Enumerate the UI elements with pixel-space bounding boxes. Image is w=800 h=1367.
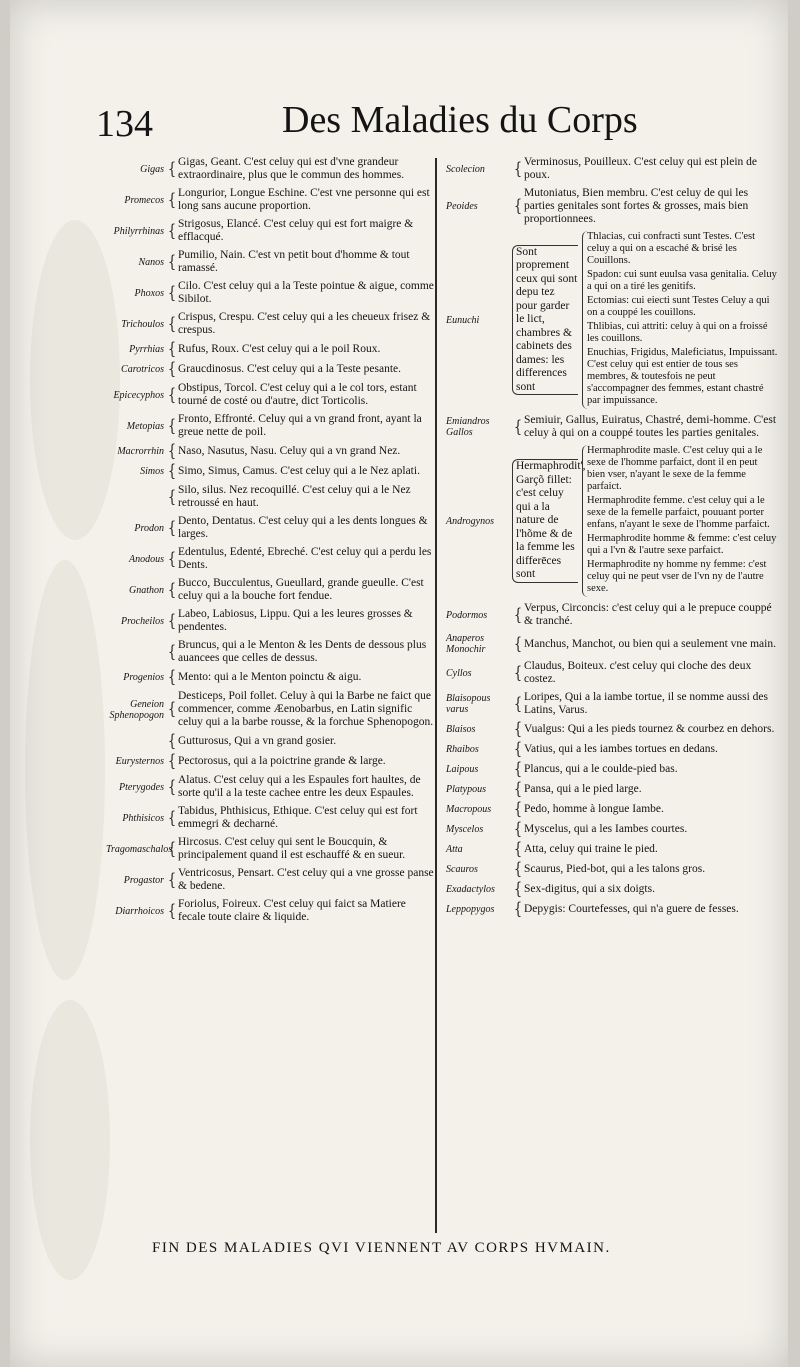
entry-definition: Mento: qui a le Menton poinctu & aigu. <box>178 671 362 683</box>
brace-glyph: { <box>167 901 177 921</box>
entry-row <box>446 156 778 182</box>
brace-glyph: { <box>167 339 177 360</box>
brace-glyph: { <box>167 461 177 482</box>
brace-glyph: { <box>513 417 523 437</box>
brace-glyph: { <box>167 441 177 462</box>
entry-row <box>446 819 778 840</box>
sub-item: Spadon: cui sunt euulsa vasa genitalia. Celuy a qui on a tiré les genitifs. <box>587 269 777 292</box>
entry-row <box>106 546 436 572</box>
entry-term: Rhaibos <box>446 744 479 755</box>
entry-term: Cyllos <box>446 667 472 679</box>
entry-definition: Pansa, qui a le pied large. <box>524 783 642 795</box>
entry-term: Gigas <box>140 163 164 175</box>
brace-glyph: { <box>167 731 177 752</box>
entry-row <box>106 639 436 665</box>
entry-row <box>106 461 436 482</box>
sub-item: Hermaphrodite masle. C'est celuy qui a le sexe de l'homme parfaict, dont il en peut bien vser, n'ayant le sexe de la femme parfaict. <box>587 445 763 492</box>
entry-definition: Myscelus, qui a les Iambes courtes. <box>524 823 688 835</box>
brace-glyph: { <box>167 549 177 569</box>
entry-definition: Obstipus, Torcol. C'est celuy qui a le col tors, estant tourné de costé ou d'autre, dict Torticolis. <box>178 382 417 407</box>
brace-glyph: { <box>167 870 177 890</box>
entry-row <box>446 739 778 760</box>
entry-term: Scauros <box>446 864 478 875</box>
page-stain <box>25 560 105 980</box>
entry-term: Androgynos <box>446 515 494 527</box>
brace-glyph: { <box>513 159 523 179</box>
entry-definition: Foriolus, Foireux. C'est celuy qui faict sa Matiere fecale toute claire & liquide. <box>178 898 406 923</box>
brace-glyph: { <box>513 799 523 820</box>
brace-glyph: { <box>167 487 177 507</box>
sub-item: Hermaphrodite homme & femme: c'est celuy qui a l'vn & l'autre sexe parfaict. <box>587 533 777 556</box>
brace-glyph: { <box>513 819 523 840</box>
brace-glyph: { <box>513 605 523 625</box>
entry-row <box>446 839 778 860</box>
left-column <box>106 156 436 929</box>
entry-term: Geneion Sphenopogon <box>109 698 164 721</box>
entry-row <box>106 751 436 772</box>
brace-glyph: { <box>167 611 177 631</box>
entry-definition: Loripes, Qui a la iambe tortue, il se nomme aussi des Latins, Varus. <box>524 691 768 716</box>
eunuchi-entry <box>446 231 778 409</box>
entry-definition: Silo, silus. Nez recoquillé. C'est celuy qui a le Nez retroussé en haut. <box>178 484 411 509</box>
entry-term: Eurysternos <box>115 756 164 767</box>
brace-glyph: { <box>167 359 177 380</box>
entry-row <box>106 608 436 634</box>
entry-row <box>106 515 436 541</box>
entry-term: Phoxos <box>134 287 164 299</box>
entry-row <box>106 441 436 462</box>
brace-glyph: { <box>167 221 177 241</box>
entry-term: Progenios <box>123 672 164 683</box>
entry-row <box>446 719 778 740</box>
entry-row <box>446 879 778 900</box>
entry-definition: Edentulus, Edenté, Ebreché. C'est celuy qui a perdu les Dents. <box>178 546 432 571</box>
entry-term: Leppopygos <box>446 904 495 915</box>
entry-term: Procheilos <box>121 615 164 627</box>
brace-glyph: { <box>167 580 177 600</box>
brace-glyph: { <box>513 839 523 860</box>
sub-item: Thlibias, cui attriti: celuy à qui on a froissé les couillons. <box>587 321 768 344</box>
entry-term: Emiandros Gallos <box>446 416 490 438</box>
entry-term: Anaperos Monochir <box>446 633 486 655</box>
entry-row <box>446 899 778 920</box>
brace-glyph: { <box>167 751 177 772</box>
page-stain <box>30 1000 110 1280</box>
entry-row <box>106 187 436 213</box>
entry-row <box>106 311 436 337</box>
entry-definition: Semiuir, Gallus, Euiratus, Chastré, demi-homme. C'est celuy à qui on a couppé toutes les parties genitales. <box>524 414 777 439</box>
entry-definition: Naso, Nasutus, Nasu. Celuy qui a vn grand Nez. <box>178 445 401 457</box>
brace-glyph: { <box>167 314 177 334</box>
entry-row <box>106 249 436 275</box>
entry-definition: Gutturosus, Qui a vn grand gosier. <box>178 735 337 747</box>
brace-glyph: { <box>167 699 177 720</box>
entry-term: Blaisos <box>446 724 476 735</box>
brace-glyph: { <box>513 759 523 780</box>
entry-definition: Vualgus: Qui a les pieds tournez & courbez en dehors. <box>524 723 775 735</box>
right-column-mid <box>446 414 778 440</box>
entry-definition: Manchus, Manchot, ou bien qui a seulement vne main. <box>524 637 776 650</box>
androgynos-items <box>582 445 778 597</box>
entry-term: Blaisopous varus <box>446 693 491 715</box>
entry-row <box>446 414 778 440</box>
entry-definition: Cilo. C'est celuy qui a la Teste pointue & aigue, comme Sibilot. <box>178 280 434 305</box>
brace-glyph: { <box>167 159 177 179</box>
right-column-top <box>446 156 778 226</box>
closing-line: FIN DES MALADIES QVI VIENNENT AV CORPS HVMAIN. <box>152 1240 611 1256</box>
entry-definition: Desticeps, Poil follet. Celuy à qui la Barbe ne faict que commencer, comme Æenobarbus, en Latin signific celuy qui a la barbe rousse, & la forchue Sphenopogon. <box>178 690 434 728</box>
brace-glyph: { <box>513 694 523 714</box>
entry-term: Eunuchi <box>446 314 480 326</box>
androgynos-label: Hermaphrodit', Garçõ fillet: c'est celuy qui a la nature de l'hõme & de la femme les differēces sont <box>512 459 578 583</box>
entry-row <box>106 359 436 380</box>
sub-item: Thlacias, cui confracti sunt Testes. C'est celuy a qui on a escaché & brisé les Couillons. <box>587 231 756 266</box>
entry-definition: Strigosus, Elancé. C'est celuy qui est fort maigre & efflacqué. <box>178 218 414 243</box>
entry-term: Simos <box>140 466 164 477</box>
entry-row <box>446 759 778 780</box>
entry-definition: Gigas, Geant. C'est celuy qui est d'vne grandeur extraordinaire, plus que le commun des hommes. <box>178 156 405 181</box>
entry-term: Carotricos <box>121 364 164 375</box>
brace-glyph: { <box>167 252 177 272</box>
entry-term: Anodous <box>129 553 164 565</box>
entry-row <box>106 280 436 306</box>
entry-row <box>446 799 778 820</box>
entry-definition: Crispus, Crespu. C'est celuy qui a les cheueux frisez & crespus. <box>178 311 431 336</box>
entry-row <box>106 382 436 408</box>
page-number: 134 <box>96 103 153 145</box>
entry-definition: Dento, Dentatus. C'est celuy qui a les dents longues & larges. <box>178 515 428 540</box>
eunuchi-label: Sont proprement ceux qui sont depu tez pour garder le lict, chambres & cabinets des dames: les differences sont <box>512 245 578 396</box>
book-page <box>10 0 788 1367</box>
brace-glyph: { <box>513 779 523 800</box>
brace-glyph: { <box>167 518 177 538</box>
entry-term: Gnathon <box>129 584 164 596</box>
entry-row <box>446 779 778 800</box>
entry-term: Progastor <box>123 874 164 886</box>
entry-term: Scolecion <box>446 163 485 175</box>
entry-term: Platypous <box>446 784 486 795</box>
entry-definition: Longurior, Longue Eschine. C'est vne personne qui est long sans aucune proportion. <box>178 187 430 212</box>
brace-glyph: { <box>167 839 177 859</box>
brace-glyph: { <box>513 879 523 900</box>
entry-definition: Simo, Simus, Camus. C'est celuy qui a le Nez aplati. <box>178 465 420 477</box>
entry-row <box>106 218 436 244</box>
sub-item: Hermaphrodite femme. c'est celuy qui a le sexe de la femelle parfaict, pouuant porter enfans, n'ayant le sexe de l'homme parfaict. <box>587 495 770 530</box>
brace-glyph: { <box>513 859 523 880</box>
entry-definition: Mutoniatus, Bien membru. C'est celuy de qui les parties genitales sont fortes & grosses, mais bien proportionnees. <box>524 187 749 225</box>
entry-definition: Atta, celuy qui traine le pied. <box>524 843 658 855</box>
entry-definition: Alatus. C'est celuy qui a les Espaules fort haultes, de sorte qu'il a la teste cachee entre les deux Espaules. <box>178 774 421 799</box>
brace-glyph: { <box>167 283 177 303</box>
entry-row <box>106 774 436 800</box>
page-title: Des Maladies du Corps <box>282 99 638 141</box>
entry-definition: Labeo, Labiosus, Lippu. Qui a les leures grosses & pendentes. <box>178 608 413 633</box>
entry-row <box>106 731 436 752</box>
entry-definition: Bruncus, qui a le Menton & les Dents de dessous plus auancees que celles de dessus. <box>178 639 427 664</box>
entry-row <box>106 805 436 831</box>
brace-glyph: { <box>167 808 177 828</box>
sub-item: Enuchias, Frigidus, Maleficiatus, Impuissant. C'est celuy qui est entier de tous ses membres, & toutesfois ne peut s'accompagner des femmes, estant chastré par impuissance. <box>587 347 778 406</box>
brace-glyph: { <box>167 190 177 210</box>
entry-term: Phthisicos <box>122 812 164 824</box>
entry-definition: Sex-digitus, qui a six doigts. <box>524 883 655 895</box>
entry-term: Podormos <box>446 609 488 621</box>
entry-row <box>446 660 778 686</box>
entry-row <box>106 836 436 862</box>
entry-row <box>106 867 436 893</box>
entry-term: Atta <box>446 844 463 855</box>
entry-definition: Bucco, Bucculentus, Gueullard, grande gueulle. C'est celuy qui a la bouche fort fendue. <box>178 577 424 602</box>
entry-term: Trichoulos <box>121 318 164 330</box>
entry-term: Myscelos <box>446 824 484 835</box>
entry-row <box>106 667 436 688</box>
entry-term: Tragomaschalos <box>106 843 173 855</box>
right-column <box>446 156 778 922</box>
entry-term: Philyrrhinas <box>113 225 164 237</box>
entry-term: Prodon <box>134 522 164 534</box>
entry-definition: Claudus, Boiteux. c'est celuy qui cloche des deux costez. <box>524 660 752 685</box>
entry-term: Exadactylos <box>446 884 495 895</box>
entry-row <box>446 187 778 226</box>
entry-term: Peoides <box>446 201 478 212</box>
androgynos-entry <box>446 445 778 597</box>
entry-row <box>446 633 778 655</box>
brace-glyph: { <box>167 385 177 405</box>
brace-glyph: { <box>513 739 523 760</box>
entry-definition: Rufus, Roux. C'est celuy qui a le poil Roux. <box>178 343 381 355</box>
brace-glyph: { <box>513 663 523 683</box>
entry-definition: Pumilio, Nain. C'est vn petit bout d'homme & tout ramassé. <box>178 249 410 274</box>
entry-row <box>106 339 436 360</box>
entry-definition: Depygis: Courtefesses, qui n'a guere de fesses. <box>524 903 739 915</box>
entry-row <box>446 602 778 628</box>
brace-glyph: { <box>167 667 177 688</box>
eunuchi-items <box>582 231 778 409</box>
entry-row <box>106 690 436 729</box>
entry-term: Diarrhoicos <box>115 905 164 917</box>
entry-definition: Graucdinosus. C'est celuy qui a la Teste pesante. <box>178 363 402 375</box>
entry-row <box>106 898 436 924</box>
right-column-bottom <box>446 602 778 920</box>
entry-definition: Vatius, qui a les iambes tortues en dedans. <box>524 743 718 755</box>
entry-term: Nanos <box>138 256 164 268</box>
entry-row <box>106 484 436 510</box>
entry-definition: Fronto, Effronté. Celuy qui a vn grand front, ayant la greue nette de poil. <box>178 413 422 438</box>
entry-row <box>446 859 778 880</box>
entry-term: Promecos <box>124 194 164 206</box>
entry-term: Macropous <box>446 804 492 815</box>
entry-definition: Verpus, Circoncis: c'est celuy qui a le prepuce couppé & tranché. <box>524 602 772 627</box>
entry-definition: Tabidus, Phthisicus, Ethique. C'est celuy qui est fort emmegri & decharné. <box>178 805 418 830</box>
brace-glyph: { <box>513 196 523 217</box>
entry-definition: Pedo, homme à longue Iambe. <box>524 803 664 815</box>
brace-glyph: { <box>167 777 177 797</box>
entry-row <box>106 577 436 603</box>
brace-glyph: { <box>513 719 523 740</box>
sub-item: Ectomias: cui eiecti sunt Testes Celuy a qui on a couppé les couillons. <box>587 295 770 318</box>
entry-row <box>446 691 778 717</box>
entry-definition: Ventricosus, Pensart. C'est celuy qui a vne grosse panse & bedene. <box>178 867 434 892</box>
brace-glyph: { <box>513 634 523 654</box>
entry-term: Pyrrhias <box>129 344 164 355</box>
brace-glyph: { <box>513 899 523 920</box>
entry-term: Metopias <box>126 420 164 432</box>
brace-glyph: { <box>167 642 177 662</box>
entry-definition: Verminosus, Pouilleux. C'est celuy qui est plein de poux. <box>524 156 758 181</box>
entry-definition: Hircosus. C'est celuy qui sent le Boucquin, & principalement quand il est eschauffé & en sueur. <box>178 836 406 861</box>
entry-term: Epicecyphos <box>113 389 164 401</box>
entry-row <box>106 413 436 439</box>
entry-definition: Plancus, qui a le coulde-pied bas. <box>524 763 678 775</box>
brace-glyph: { <box>167 416 177 436</box>
entry-definition: Pectorosus, qui a la poictrine grande & large. <box>178 755 386 767</box>
entry-definition: Scaurus, Pied-bot, qui a les talons gros. <box>524 863 706 875</box>
entry-term: Laipous <box>446 764 479 775</box>
sub-item: Hermaphrodite ny homme ny femme: c'est celuy qui ne peut vser de l'vn ny de l'autre sexe. <box>587 559 767 594</box>
entry-term: Pterygodes <box>119 781 164 793</box>
entry-row <box>106 156 436 182</box>
entry-term: Macrorrhin <box>117 446 164 457</box>
